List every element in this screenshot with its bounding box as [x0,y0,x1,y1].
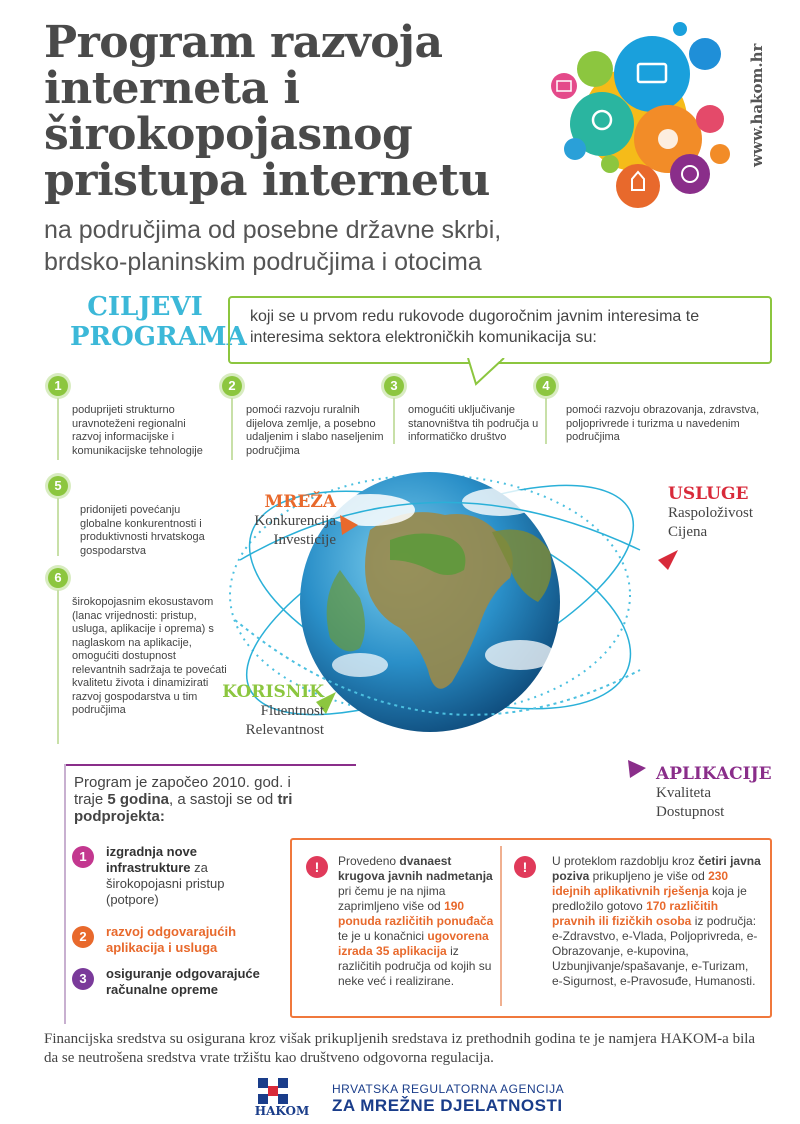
agency-name-line-2: ZA MREŽNE DJELATNOSTI [332,1096,563,1115]
goal-number-2: 2 [222,376,242,396]
category-korisnik-item-1: Fluentnost [260,703,324,719]
program-intro-b: , a sastoji se od [169,791,278,808]
program-subprojects-label: tri podprojekta: [74,791,293,825]
program-divider [64,764,356,766]
category-usluge [668,484,778,542]
aplikacije-arrow [628,760,646,778]
subproject-1-rest: za širokopojasni pristup (potpore) [106,860,225,907]
warning-icon-1: ! [306,856,328,878]
category-mreza [236,492,336,550]
category-usluge-item-2: Cijena [668,524,708,540]
agency-name [332,1082,564,1116]
category-aplikacije-title: APLIKACIJE [656,764,772,784]
subproject-2-title: razvoj odgovarajućih aplikacija i usluga [106,924,237,955]
category-mreza-item-1: Konkurencija [254,513,336,529]
subproject-3 [106,966,296,998]
website-url[interactable]: www.hakom.hr [748,43,766,167]
goal-text-1: poduprijeti strukturno uravnoteženi regionalni razvoj informacijske i komunikacijske tehnologije [72,404,203,457]
hakom-logo-text: HAKOM [254,1104,310,1118]
goal-number-1: 1 [48,376,68,396]
program-duration: 5 godina [107,791,170,808]
goal-number-4: 4 [536,376,556,396]
subproject-1-title: izgradnja nove infrastrukture [106,844,198,875]
subproject-1 [106,844,276,908]
category-mreza-item-2: Investicije [273,532,336,548]
info-box-separator [500,846,502,1006]
page-subtitle [44,214,604,278]
warning-icon-2: ! [514,856,536,878]
usluge-arrow [658,550,678,570]
subproject-number-1: 1 [72,846,94,868]
goals-heading-line-1: CILJEVI [87,292,203,322]
goal-text-5: pridonijeti povećanju globalne konkurentnosti i produktivnosti hrvatskoga gospodarstva [80,504,205,557]
goal-line-6 [57,590,59,744]
goal-text-6: širokopojasnim ekosustavom (lanac vrijednosti: pristup, usluga, aplikacije i oprema) s naglaskom na aplikacije, omogućiti dostupnost relevantnih sadržaja te povećati kvalitetu života i dinamizirati razvoj gospodarstva u tim područjima [72,596,227,716]
info-calls: U proteklom razdoblju kroz četiri javna poziva prikupljeno je više od 230 idejnih aplikativnih rješenja koja je predložilo gotovo 170 različitih pravnih ili fizičkih osoba iz područja: e-Zdravstvo, e-Vlada, Poljoprivreda, e-Obrazovanje, e-kupovina, Uzbunjivanje/spašavanje, e-Turizam, e-Sigurnost, e-Pravosuđe, Humanosti. [552,854,761,988]
category-mreza-title: MREŽA [264,492,336,512]
category-korisnik [214,682,324,740]
goal-line-1 [57,398,59,460]
subtitle-line-2: brdsko-planinskim područjima i otocima [44,248,482,276]
communication-icons-cluster [540,14,740,214]
goal-line-5 [57,498,59,556]
category-aplikacije [656,764,776,822]
program-intro-a: Program je započeo 2010. god. i traje [74,774,291,808]
financing-note: Financijska sredstva su osigurana kroz višak prikupljenih sredstava iz prethodnih godina te je namjera HAKOM-a bila da se neutrošena sredstva vrate tržištu kao društveno odgovorna regulacija. [44,1031,756,1066]
goal-text-3: omogućiti uključivanje stanovništva tih područja u informatičko društvo [408,404,539,443]
page-title: Program razvoja interneta i širokopojasnog pristupa internetu [44,17,490,206]
subproject-2 [106,924,276,956]
goal-text-4: pomoći razvoju obrazovanja, zdravstva, poljoprivrede i turizma u navedenim područjima [566,404,760,443]
info-tenders: Provedeno dvanaest krugova javnih nadmetanja pri čemu je na njima zaprimljeno više od 190 ponuda različitih ponuđača te je u konačnici ugovorena izrada 35 aplikacija iz različitih područja od kojih su neke već i realizirane. [338,854,494,988]
category-usluge-item-1: Raspoloživost [668,505,753,521]
subproject-number-3: 3 [72,968,94,990]
program-intro [74,774,314,825]
category-korisnik-title: KORISNIK [222,682,324,702]
goals-heading [70,292,247,352]
goal-number-5: 5 [48,476,68,496]
category-korisnik-item-2: Relevantnost [245,722,324,738]
category-usluge-title: USLUGE [668,484,749,504]
hakom-logo-icon [258,1078,294,1104]
goals-intro-text: koji se u prvom redu rukovode dugoročnim javnim interesima te interesima sektora elektroničkih komunikacija su: [250,308,700,346]
subproject-3-title: osiguranje odgovarajuće računalne opreme [106,966,260,997]
bubble-tail [466,358,506,388]
subproject-number-2: 2 [72,926,94,948]
agency-name-line-1: HRVATSKA REGULATORNA AGENCIJA [332,1082,565,1096]
goals-heading-line-2: PROGRAMA [70,322,247,352]
goal-number-6: 6 [48,568,68,588]
goal-text-2: pomoći razvoju ruralnih dijelova zemlje, a posebno udaljenim i slabo naseljenim područjima [246,404,384,457]
category-aplikacije-item-1: Kvaliteta [656,785,711,801]
program-vertical-line [64,764,66,1024]
category-aplikacije-item-2: Dostupnost [656,804,725,820]
subtitle-line-1: na područjima od posebne državne skrbi, [44,216,502,244]
goal-number-3: 3 [384,376,404,396]
